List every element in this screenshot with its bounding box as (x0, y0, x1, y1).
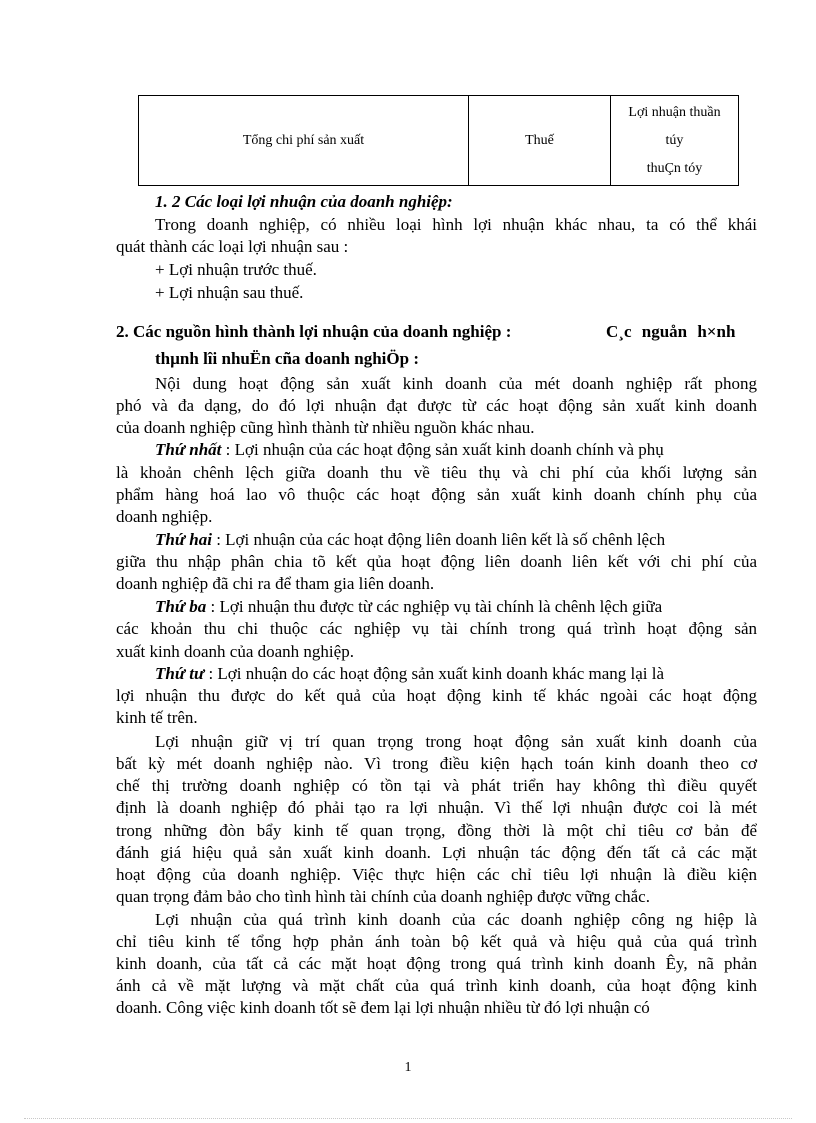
section-1-2-heading: 1. 2 Các loại lợi nhuận của doanh nghiệp: (155, 192, 453, 211)
net-profit-line-1: Lợi nhuận thuần (628, 104, 721, 120)
third-label: Thứ ba (155, 597, 207, 616)
paragraph-line: của doanh nghiệp cũng hình thành từ nhiều nguồn khác nhau. (116, 418, 535, 437)
paragraph-line: quan trọng đảm bảo cho tình hình tài chính của doanh nghiệp được vững chắc. (116, 887, 650, 906)
paragraph-line: doanh nghiệp đã chi ra để tham gia liên doanh. (116, 574, 435, 593)
list-item: + Lợi nhuận sau thuế. (155, 283, 304, 302)
paragraph-line: đánh giá hiệu quả sản xuất kinh doanh. Lợi nhuận tác động đến tất cả các mặt (116, 843, 757, 862)
paragraph-line: Lợi nhuận của quá trình kinh doanh của các doanh nghiệp công ng hiệp là (155, 910, 757, 929)
paragraph-line: xuất kinh doanh của doanh nghiệp. (116, 642, 354, 661)
net-profit-line-3: thuÇn tóy (646, 160, 703, 176)
total-cost-cell: Tổng chi phí sản xuất (139, 96, 469, 186)
paragraph-line: là khoản chênh lệch giữa doanh thu về tiêu thụ và chi phí của khối lượng sản (116, 463, 757, 482)
paragraph-line: các khoản thu chi thuộc các nghiệp vụ tài chính trong quá trình hoạt động sản (116, 619, 757, 638)
paragraph-line: kinh tế trên. (116, 708, 198, 727)
paragraph-line: kinh doanh, của tất cả các mặt hoạt động trong quá trình kinh doanh Êy, nã phản (116, 954, 757, 973)
paragraph-line (155, 663, 757, 685)
paragraph-line: bất kỳ mét doanh nghiệp nào. Vì trong điều kiện hạch toán kinh doanh theo cơ (116, 754, 757, 773)
first-label: Thứ nhất (155, 440, 222, 459)
paragraph-line: Trong doanh nghiệp, có nhiều loại hình lợi nhuận khác nhau, ta có thể khái (155, 215, 757, 234)
paragraph-line: doanh. Công việc kinh doanh tốt sẽ đem lại lợi nhuận nhiều từ đó lợi nhuận có (116, 998, 650, 1017)
paragraph-line: Lợi nhuận giữ vị trí quan trọng trong hoạt động sản xuất kinh doanh của (155, 732, 757, 751)
section-2-heading: 2. Các nguồn hình thành lợi nhuận của doanh nghiệp : (116, 322, 512, 341)
list-item: + Lợi nhuận trước thuế. (155, 260, 317, 279)
paragraph-line (155, 596, 757, 618)
fourth-text: : Lợi nhuận do các hoạt động sản xuất kinh doanh khác mang lại là (204, 664, 665, 683)
tax-cell: Thuế (469, 96, 611, 186)
third-text: : Lợi nhuận thu được từ các nghiệp vụ tài chính là chênh lệch giữa (206, 597, 663, 616)
paragraph-line: định là doanh nghiệp đó phải tạo ra lợi nhuận. Vì thế lợi nhuận được coi là mét (116, 798, 757, 817)
paragraph-line (155, 439, 757, 461)
second-text: : Lợi nhuận của các hoạt động liên doanh liên kết là số chênh lệch (211, 530, 666, 549)
section-2-heading-line-2: thµnh lîi nhuËn cña doanh nghiÖp : (155, 349, 419, 368)
paragraph-line: trong những đòn bẩy kinh tế quan trọng, đồng thời là một chỉ tiêu cơ bản để (116, 821, 757, 840)
paragraph-line: Nội dung hoạt động sản xuất kinh doanh của mét doanh nghiệp rất phong (155, 374, 757, 393)
paragraph-line: doanh nghiệp. (116, 507, 213, 526)
paragraph-line: hoạt động của doanh nghiệp. Việc thực hiện các chỉ tiêu lợi nhuận là điều kiện (116, 865, 757, 884)
page-number: 1 (404, 1060, 412, 1075)
paragraph-line: quát thành các loại lợi nhuận sau : (116, 237, 349, 256)
net-profit-cell (611, 96, 739, 186)
first-text: : Lợi nhuận của các hoạt động sản xuất kinh doanh chính và phụ (221, 440, 664, 459)
net-profit-line-2: túy (665, 132, 684, 148)
paragraph-line (155, 529, 757, 551)
section-2-heading-garbled: C¸c nguån h×nh (606, 322, 736, 341)
table-row (139, 96, 739, 186)
paragraph-line: phẩm hàng hoá lao vô thuộc các hoạt động sản xuất kinh doanh chính phụ của (116, 485, 757, 504)
paragraph-line: lợi nhuận thu được do kết quả của hoạt động kinh tế khác ngoài các hoạt động (116, 686, 757, 705)
footer-divider (24, 1118, 792, 1119)
fourth-label: Thứ tư (155, 664, 205, 683)
paragraph-line: ánh cả về mặt lượng và mặt chất của quá trình kinh doanh, của hoạt động kinh (116, 976, 757, 995)
second-label: Thứ hai (155, 530, 212, 549)
paragraph-line: chế thị trường doanh nghiệp có tồn tại và phát triển hay không thì điều quyết (116, 776, 757, 795)
paragraph-line: chỉ tiêu kinh tế tổng hợp phản ánh toàn bộ kết quả và hiệu quả của quá trình (116, 932, 757, 951)
paragraph-line: giữa thu nhập phân chia tõ kết qủa hoạt động liên doanh liên kết với chi phí của (116, 552, 757, 571)
paragraph-line: phó và đa dạng, do đó lợi nhuận đạt được từ các hoạt động sản xuất kinh doanh (116, 396, 757, 415)
profit-formula-table (138, 95, 739, 186)
